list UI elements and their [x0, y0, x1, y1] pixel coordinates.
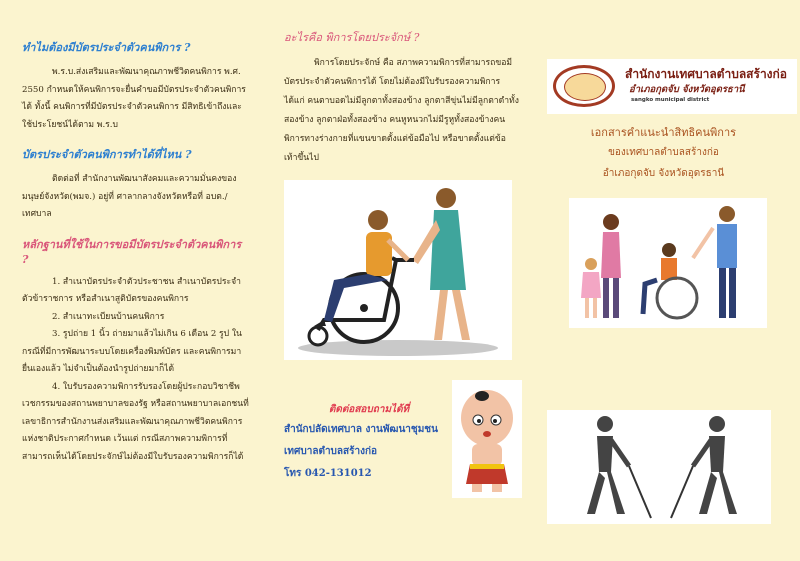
- contact-dept: สำนักปลัดเทศบาล งานพัฒนาชุมชน: [284, 424, 438, 435]
- wheelchair-illustration: [284, 180, 512, 360]
- paragraph-why-card: พ.ร.บ.ส่งเสริมและพัฒนาคุณภาพชีวิตคนพิการ พ.ศ. 2550 กำหนดให้คนพิการจะยื่นคำขอมีบัตรประจำตัวคนพิการ ได้ ทั้งนี้ คนพิการที่มีบัตรประจำตัวคนพิการ มีสิทธิเข้าถึงและใช้ประโยชน์ได้ตาม พ.ร.บ: [22, 67, 246, 130]
- org-name: สำนักงานเทศบาลตำบลสร้างก่อ: [625, 67, 788, 81]
- right-panel: [527, 0, 800, 561]
- brochure-subtitle: ของเทศบาลตำบลสร้างก่อ: [608, 147, 719, 158]
- contact-org: เทศบาลตำบลสร้างก่อ: [284, 446, 378, 457]
- middle-panel: [262, 0, 527, 561]
- doc-item-2: 2. สำเนาทะเบียนบ้านคนพิการ: [52, 311, 165, 322]
- org-name-english: sangko municipal district: [631, 97, 710, 103]
- header-logo-box: [547, 59, 797, 114]
- doc-item-4: 4. ใบรับรองความพิการรับรองโดยผู้ประกอบวิชาชีพเวชกรรมของสถานพยาบาลของรัฐ หรือสถานพยาบาลเอกชนที่เลขาธิการสำนักงานส่งเสริมและพัฒนาคุณภาพชีวิตคนพิการแห่งชาติประกาศกำหนด เว้นแต่ กรณีสภาพความพิการที่สามารถเห็นได้โดยประจักษ์ไม่ต้องมีใบรับรองความพิการก็ได้: [22, 381, 249, 462]
- heading-where-card: บัตรประจำตัวคนพิการทำได้ที่ไหน ?: [22, 148, 192, 161]
- org-location: อำเภอกุดจับ จังหวัดอุดรธานี: [629, 84, 745, 95]
- brochure-location: อำเภอกุดจับ จังหวัดอุดรธานี: [602, 168, 725, 179]
- left-panel: [0, 0, 262, 561]
- heading-documents: หลักฐานที่ใช้ในการขอมีบัตรประจำตัวคนพิการ ?: [22, 237, 242, 266]
- heading-why-card: ทำไมต้องมีบัตรประจำตัวคนพิการ ?: [22, 41, 191, 54]
- blind-walkers-illustration: [547, 410, 771, 524]
- contact-heading: ติดต่อสอบถามได้ที่: [328, 404, 410, 415]
- contact-phone: โทร 042-131012: [284, 468, 372, 479]
- heading-obvious-disability: อะไรคือ พิการโดยประจักษ์ ?: [284, 31, 420, 44]
- doc-item-3: 3. รูปถ่าย 1 นิ้ว ถ่ายมาแล้วไม่เกิน 6 เดือน 2 รูป ในกรณีที่มีการพัฒนาระบบโดยเครื่องพิมพ์บัตร และคนพิการมายื่นเองแล้ว ไม่จำเป็นต้องนำรูปถ่ายมาก็ได้: [22, 329, 242, 374]
- brochure-title: เอกสารคำแนะนำสิทธิคนพิการ: [590, 126, 737, 139]
- municipal-seal-icon: [553, 65, 615, 107]
- doc-item-1: 1. สำเนาบัตรประจำตัวประชาชน สำเนาบัตรประจำตัวข้าราชการ หรือสำเนาสูติบัตรของคนพิการ: [22, 276, 241, 304]
- family-illustration: [569, 198, 767, 328]
- paragraph-where-card: ติดต่อที่ สำนักงานพัฒนาสังคมและความมั่นคงของมนุษย์จังหวัด(พมจ.) อยู่ที่ ศาลากลางจังหวัดหรือที่ อบต./เทศบาล: [22, 174, 237, 219]
- mascot-illustration: [452, 380, 522, 498]
- paragraph-obvious-disability: พิการโดยประจักษ์ คือ สภาพความพิการที่สามารถขอมีบัตรประจำตัวคนพิการได้ โดยไม่ต้องมีใบรับรองความพิการได้แก่ คนตาบอดไม่มีลูกตาทั้งสองข้าง ลูกตาสีขุ่นไม่มีลูกตาดำทั้งสองข้าง ลูกตาฝ่อทั้งสองข้าง คนหูหนวกไม่มีรูหูทั้งสองข้างคนพิการทางร่างกายที่แขนขาดตั้งแต่ข้อมือไป หรือขาดตั้งแต่ข้อเท้าขึ้นไป: [284, 58, 519, 163]
